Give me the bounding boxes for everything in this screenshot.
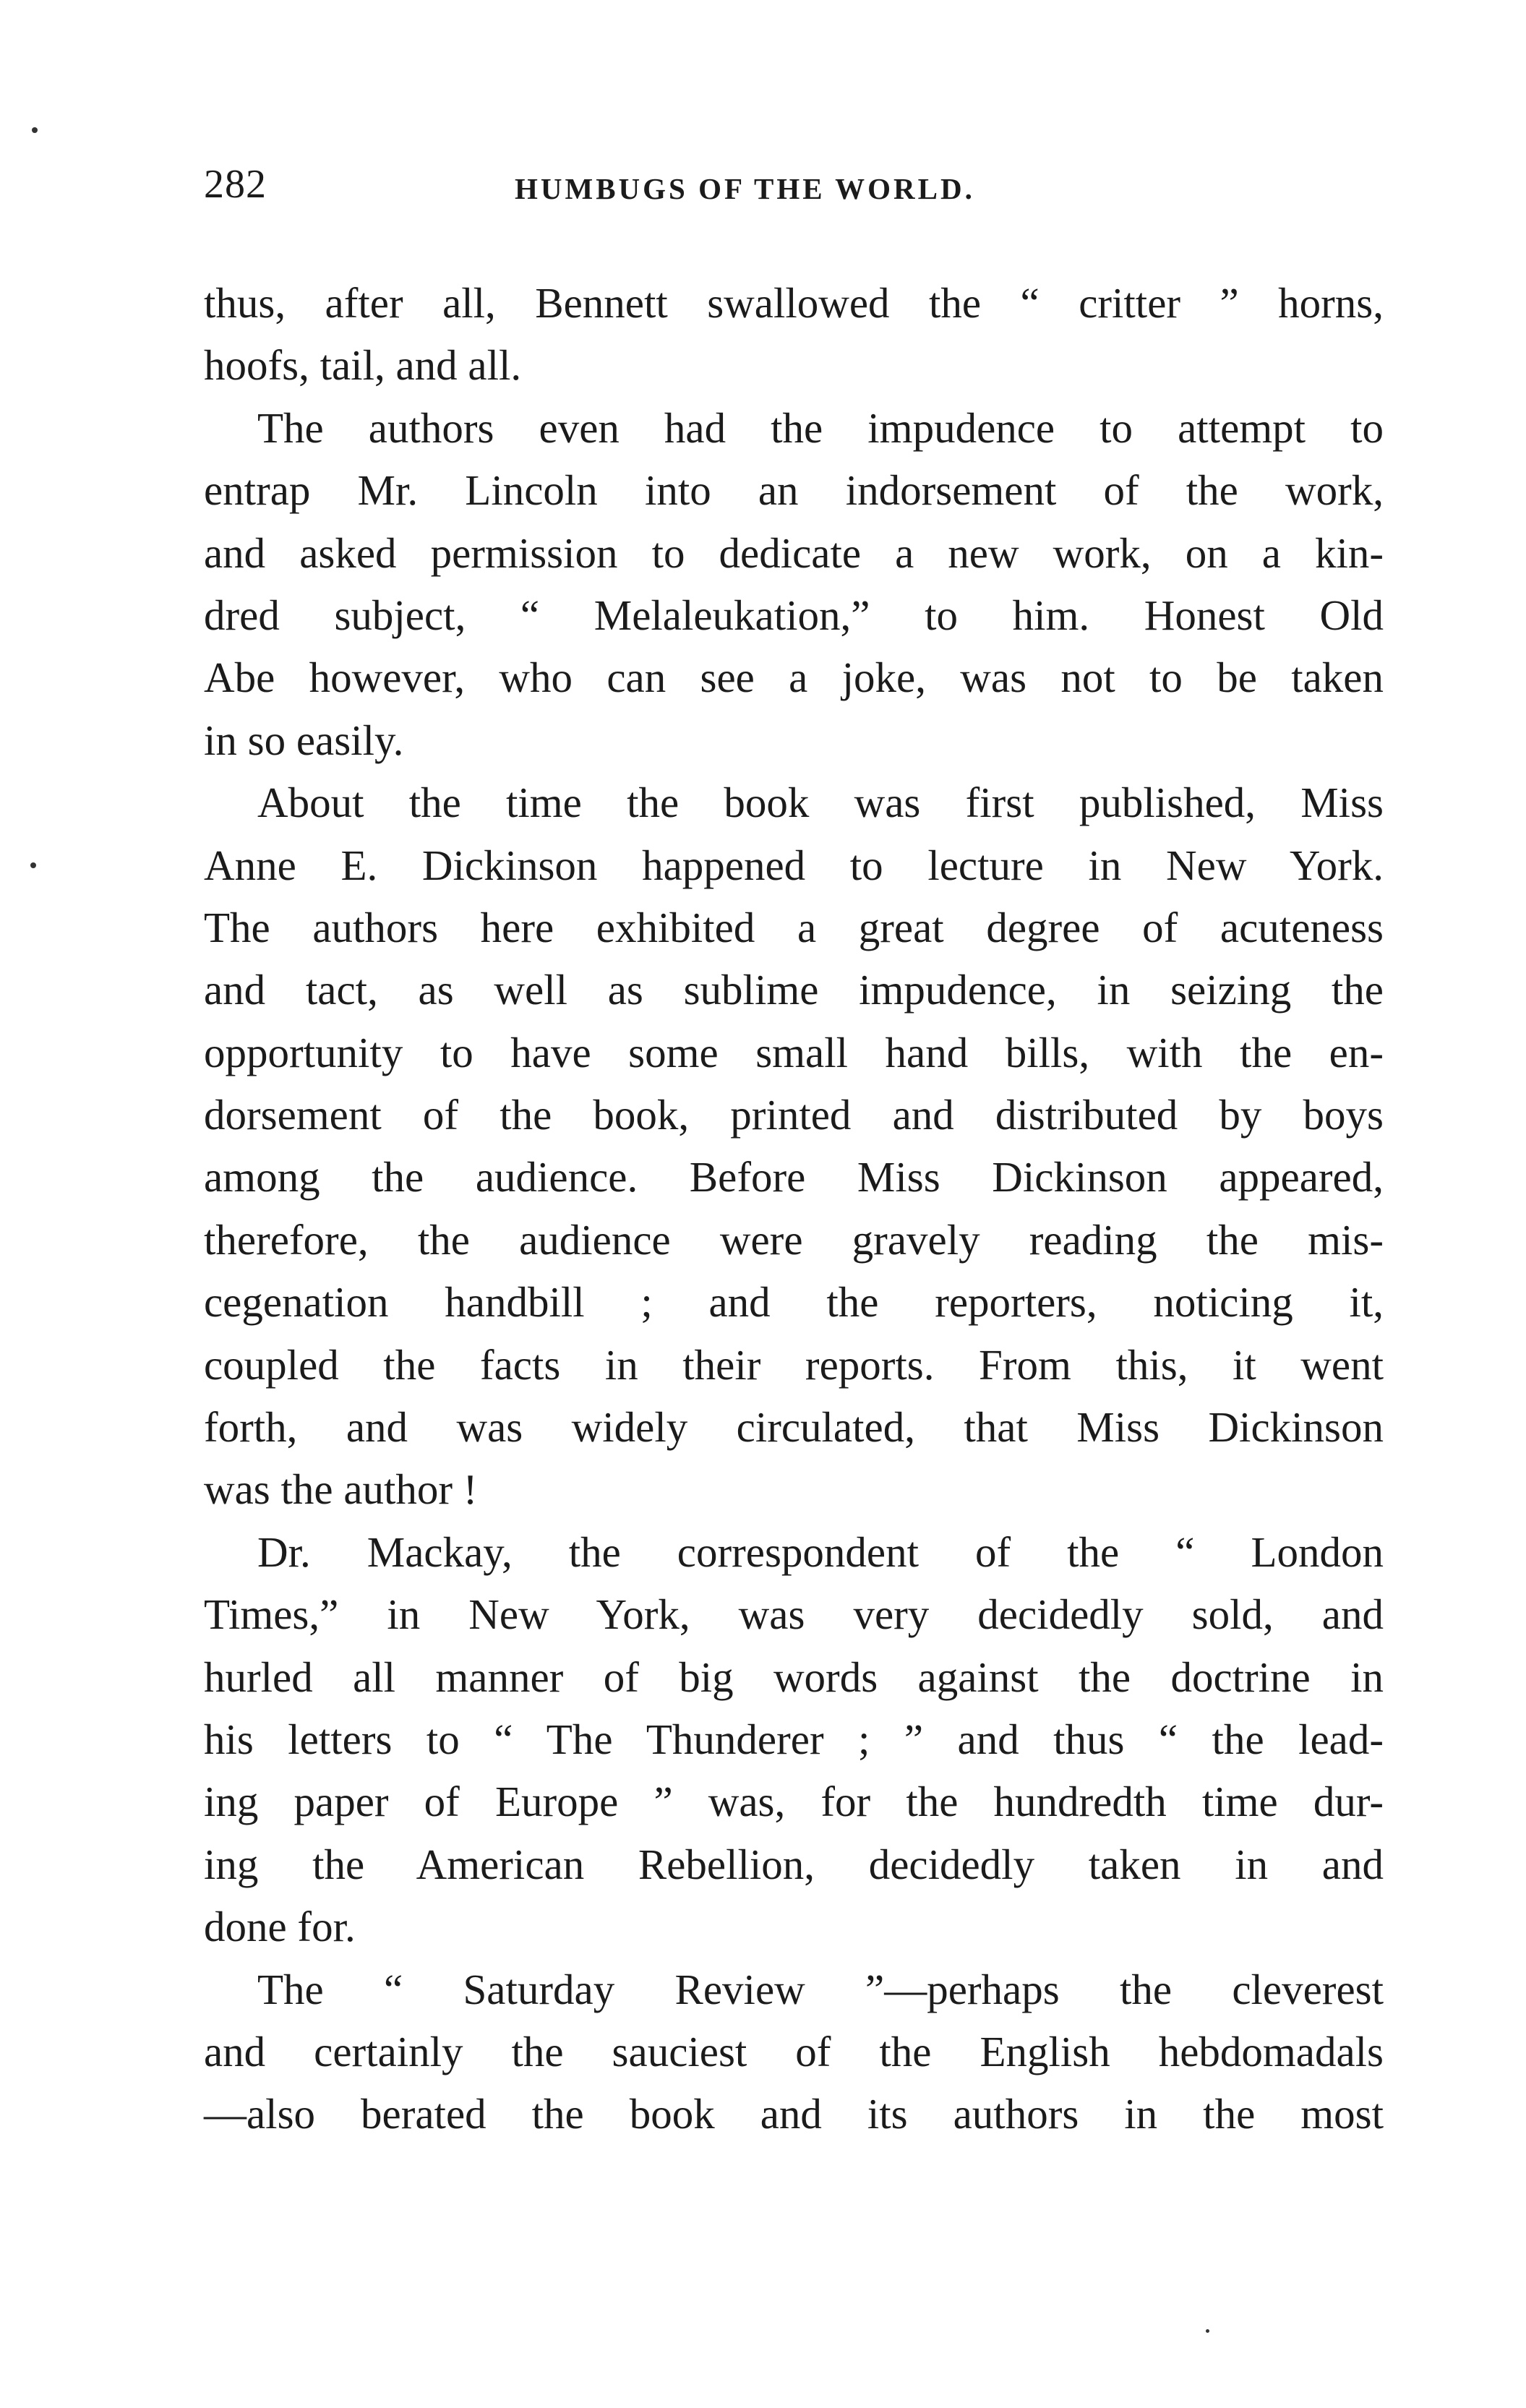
text-line: was the author ! xyxy=(204,1465,478,1514)
margin-speck xyxy=(1206,2329,1209,2333)
text-line: hurled all manner of big words against the doctrine in xyxy=(204,1653,1384,1701)
text-line: dorsement of the book, printed and distributed by boys xyxy=(204,1091,1384,1139)
text-line: therefore, the audience were gravely reading the mis- xyxy=(204,1215,1384,1264)
page-number: 282 xyxy=(204,162,267,207)
text-line: among the audience. Before Miss Dickinson appeared, xyxy=(204,1153,1384,1201)
text-line: cegenation handbill ; and the reporters, noticing it, xyxy=(204,1278,1384,1327)
text-line: dred subject, “ Melaleukation,” to him. Honest Old xyxy=(204,591,1384,639)
paragraph-first-line: The authors even had the impudence to attempt to xyxy=(257,403,1384,452)
text-line: hoofs, tail, and all. xyxy=(204,341,522,390)
text-line: forth, and was widely circulated, that Miss Dickinson xyxy=(204,1403,1384,1452)
text-line: Anne E. Dickinson happened to lecture in New York. xyxy=(204,841,1384,889)
text-line: coupled the facts in their reports. From this, it went xyxy=(204,1340,1384,1389)
paragraph-first-line: About the time the book was first published, Miss xyxy=(257,779,1384,827)
text-line: Times,” in New York, was very decidedly sold, and xyxy=(204,1590,1384,1639)
body-text xyxy=(204,272,1384,2146)
text-line: ing paper of Europe ” was, for the hundredth time dur- xyxy=(204,1778,1384,1826)
text-line: entrap Mr. Lincoln into an indorsement of the work, xyxy=(204,466,1384,515)
text-line: thus, after all, Bennett swallowed the “ critter ” horns, xyxy=(204,279,1384,327)
text-line: ing the American Rebellion, decidedly taken in and xyxy=(204,1840,1384,1888)
text-line: and certainly the sauciest of the English hebdomadals xyxy=(204,2027,1384,2075)
text-line: and tact, as well as sublime impudence, in seizing the xyxy=(204,966,1384,1014)
text-line: —also berated the book and its authors in the most xyxy=(204,2090,1384,2138)
text-line: opportunity to have some small hand bills, with the en- xyxy=(204,1028,1384,1076)
running-title: HUMBUGS OF THE WORLD. xyxy=(515,172,975,205)
page-header xyxy=(204,152,1384,217)
text-line: and asked permission to dedicate a new work, on a kin- xyxy=(204,528,1384,577)
margin-speck xyxy=(32,127,38,133)
text-line: done for. xyxy=(204,1903,356,1951)
paragraph-first-line: The “ Saturday Review ”—perhaps the cleverest xyxy=(257,1965,1384,2013)
margin-speck xyxy=(30,862,36,868)
text-line: The authors here exhibited a great degree of acuteness xyxy=(204,903,1384,951)
text-line: Abe however, who can see a joke, was not to be taken xyxy=(204,654,1384,702)
text-line: in so easily. xyxy=(204,716,404,764)
paragraph-first-line: Dr. Mackay, the correspondent of the “ London xyxy=(257,1528,1384,1576)
text-line: his letters to “ The Thunderer ; ” and thus “ the lead- xyxy=(204,1715,1384,1763)
